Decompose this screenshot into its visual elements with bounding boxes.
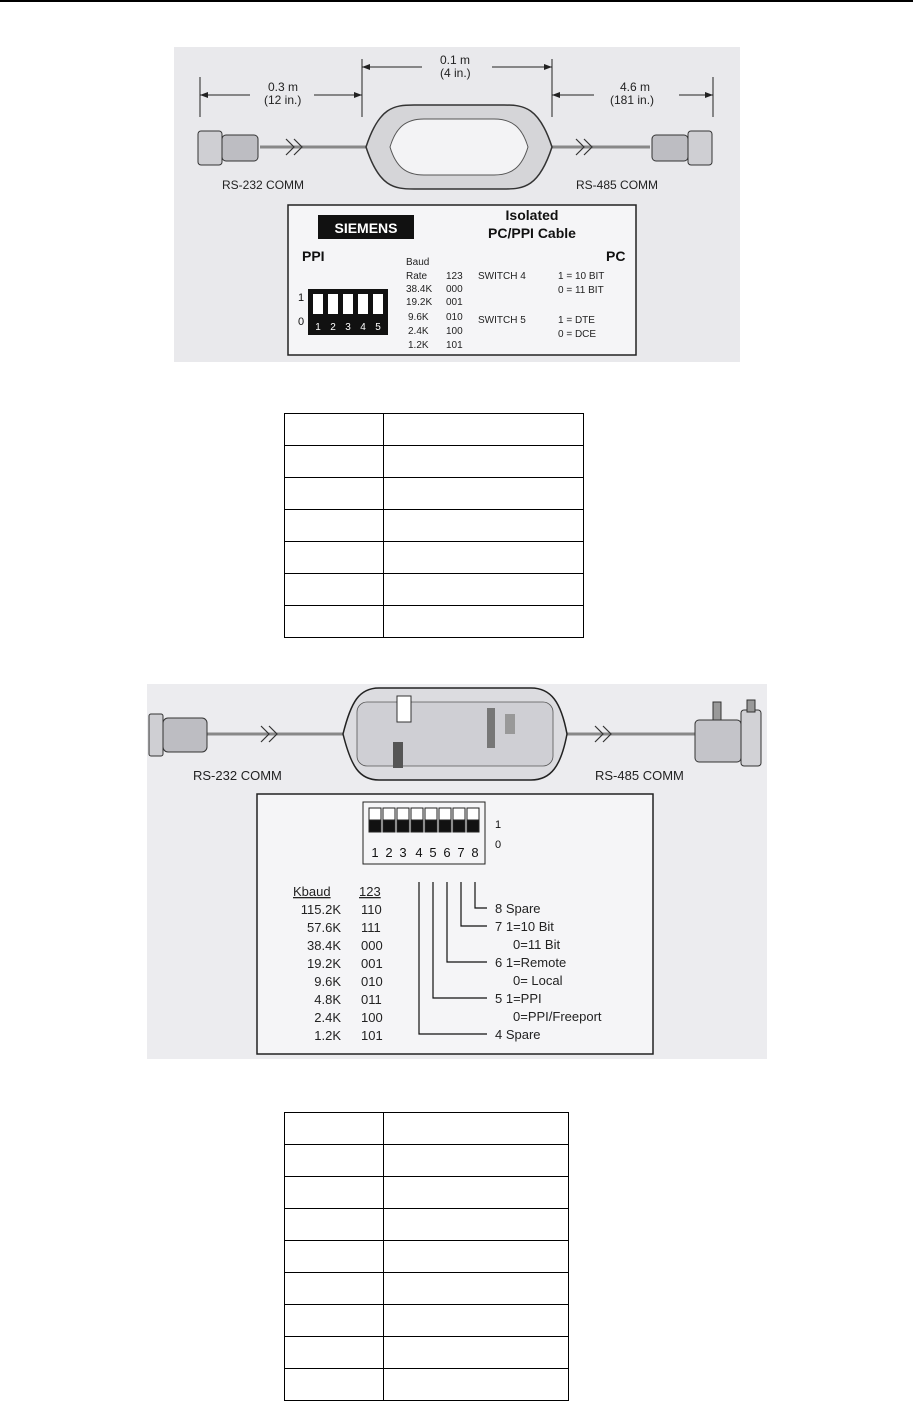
pc-label: PC [606,248,626,264]
table-row [285,574,584,606]
rs485-connector-icon-2 [695,700,761,766]
table-cell [285,1241,384,1273]
table-cell [285,574,384,606]
diagram-label: 7 1=10 Bit [495,919,554,934]
rs485-label: RS-485 COMM [576,178,659,192]
diagram-label: 57.6K [307,920,341,935]
table-row [285,1209,569,1241]
table-cell [384,1145,569,1177]
table-cell [285,1177,384,1209]
table-cell [285,1273,384,1305]
table-row [285,1177,569,1209]
table-cell [384,1209,569,1241]
rs232-connector-icon-2 [149,714,207,756]
diagram-label: 010 [361,974,383,989]
table-cell [384,510,584,542]
ppi-label: PPI [302,248,325,264]
diagram-label: 4 Spare [495,1027,541,1042]
table-cell [384,446,584,478]
diagram-label: 5 [429,845,437,860]
diagram-label: 001 [446,297,463,308]
dip-switch-5way [308,289,388,335]
table-row [285,510,584,542]
diagram-label: 0=11 Bit [513,937,561,952]
table-cell [384,1177,569,1209]
diagram-label: 2 [330,322,336,333]
table-cell [285,478,384,510]
blank-table-1 [284,413,584,638]
diagram-label: 0 = 11 BIT [558,285,604,296]
diagram-label: 38.4K [307,938,341,953]
diagram-label: 8 Spare [495,901,541,916]
diagram-label: 4 [415,845,423,860]
cable-title-line2: PC/PPI Cable [488,225,576,241]
table-row [285,1145,569,1177]
diagram-label: 19.2K [307,956,341,971]
diagram-label: 123 [446,271,463,282]
table-row [285,1305,569,1337]
table-cell [384,1113,569,1145]
table-row [285,1369,569,1401]
diagram-label: 1 [315,322,321,333]
table-row [285,606,584,638]
diagram-label: 101 [361,1028,383,1043]
diagram-label: 2 [385,845,393,860]
dim-left-value: 0.3 m [268,80,299,94]
dim-left-inch: (12 in.) [264,93,302,107]
switch5-label: SWITCH 5 [478,315,526,326]
diagram-label: 001 [361,956,383,971]
table-row [285,1273,569,1305]
table-cell [384,414,584,446]
table-cell [384,1369,569,1401]
diagram-label: 3 [345,322,351,333]
diagram-label: 5 1=PPI [495,991,542,1006]
diagram-label: 4 [360,322,366,333]
dim-right-inch: (181 in.) [610,93,655,107]
diagram-label: 010 [446,312,463,323]
diagram-label: 000 [361,938,383,953]
rs232-label-2: RS-232 COMM [193,768,282,783]
table-row [285,542,584,574]
kbaud-header: Kbaud [293,884,331,899]
switch4-label: SWITCH 4 [478,271,526,282]
diagram-label: 0 = DCE [558,329,597,340]
dip-side-1: 1 [298,292,305,304]
diagram-label: 3 [399,845,407,860]
diagram-label: 9.6K [408,312,429,323]
table-cell [285,1369,384,1401]
cable-body-2 [149,688,761,780]
table-row [285,414,584,446]
table-cell [285,1305,384,1337]
dip2-side-0: 0 [495,839,502,851]
ppi-cable-diagram-2 [147,684,767,1059]
table-cell [384,1337,569,1369]
diagram-label: 9.6K [314,974,341,989]
table-cell [384,606,584,638]
diagram-label: 1.2K [314,1028,341,1043]
diagram-label: 000 [446,284,463,295]
table-row [285,1113,569,1145]
diagram-label: Rate [406,271,428,282]
header-rule [0,0,913,2]
table-row [285,1337,569,1369]
table-cell [285,414,384,446]
table-cell [285,1337,384,1369]
diagram-label: 38.4K [406,284,433,295]
diagram-label: 2.4K [408,326,429,337]
table-cell [285,446,384,478]
diagram-label: 100 [446,326,463,337]
dim-mid-value: 0.1 m [440,53,471,67]
table-cell [384,478,584,510]
table-cell [285,542,384,574]
diagram-label: 1 = 10 BIT [558,271,605,282]
diagram-label: 101 [446,340,463,351]
rs485-label-2: RS-485 COMM [595,768,684,783]
diagram-label: 100 [361,1010,383,1025]
diagram-label: 110 [361,902,382,917]
diagram-label: 115.2K [300,902,341,917]
table-row [285,446,584,478]
cable-title-line1: Isolated [505,207,559,223]
dip2-side-1: 1 [495,819,502,831]
diagram-label: 8 [471,845,479,860]
table-cell [384,1241,569,1273]
diagram-label: Baud [406,257,430,268]
diagram-label: 4.8K [314,992,341,1007]
table-cell [285,1145,384,1177]
diagram-label: 111 [361,920,381,935]
diagram-label: 1 [371,845,379,860]
table-cell [285,1113,384,1145]
rs232-label: RS-232 COMM [222,178,305,192]
blank-table-2 [284,1112,569,1401]
code-header: 123 [359,884,381,899]
table-cell [384,574,584,606]
dip-side-0: 0 [298,316,305,328]
table-cell [285,606,384,638]
table-cell [285,1209,384,1241]
table-cell [384,542,584,574]
siemens-logo-text: SIEMENS [334,220,398,236]
diagram-label: 011 [361,992,382,1007]
diagram-label: 1.2K [408,340,429,351]
rs232-connector-icon [198,131,258,165]
diagram-label: 19.2K [406,297,433,308]
dim-right-value: 4.6 m [620,80,651,94]
diagram-label: 2.4K [314,1010,341,1025]
diagram-label: 0=PPI/Freeport [513,1009,602,1024]
rs485-connector-icon [652,131,712,165]
table-row [285,478,584,510]
ppi-cable-diagram-1 [174,47,740,362]
table-cell [384,1305,569,1337]
diagram-label: 5 [375,322,381,333]
diagram-label: 6 1=Remote [495,955,567,970]
diagram-label: 7 [457,845,465,860]
cable-body [198,105,712,189]
diagram-label: 0= Local [513,973,563,988]
table-cell [285,510,384,542]
diagram-label: 6 [443,845,451,860]
diagram-label: 1 = DTE [558,315,595,326]
table-cell [384,1273,569,1305]
dim-mid-inch: (4 in.) [440,66,471,80]
table-row [285,1241,569,1273]
